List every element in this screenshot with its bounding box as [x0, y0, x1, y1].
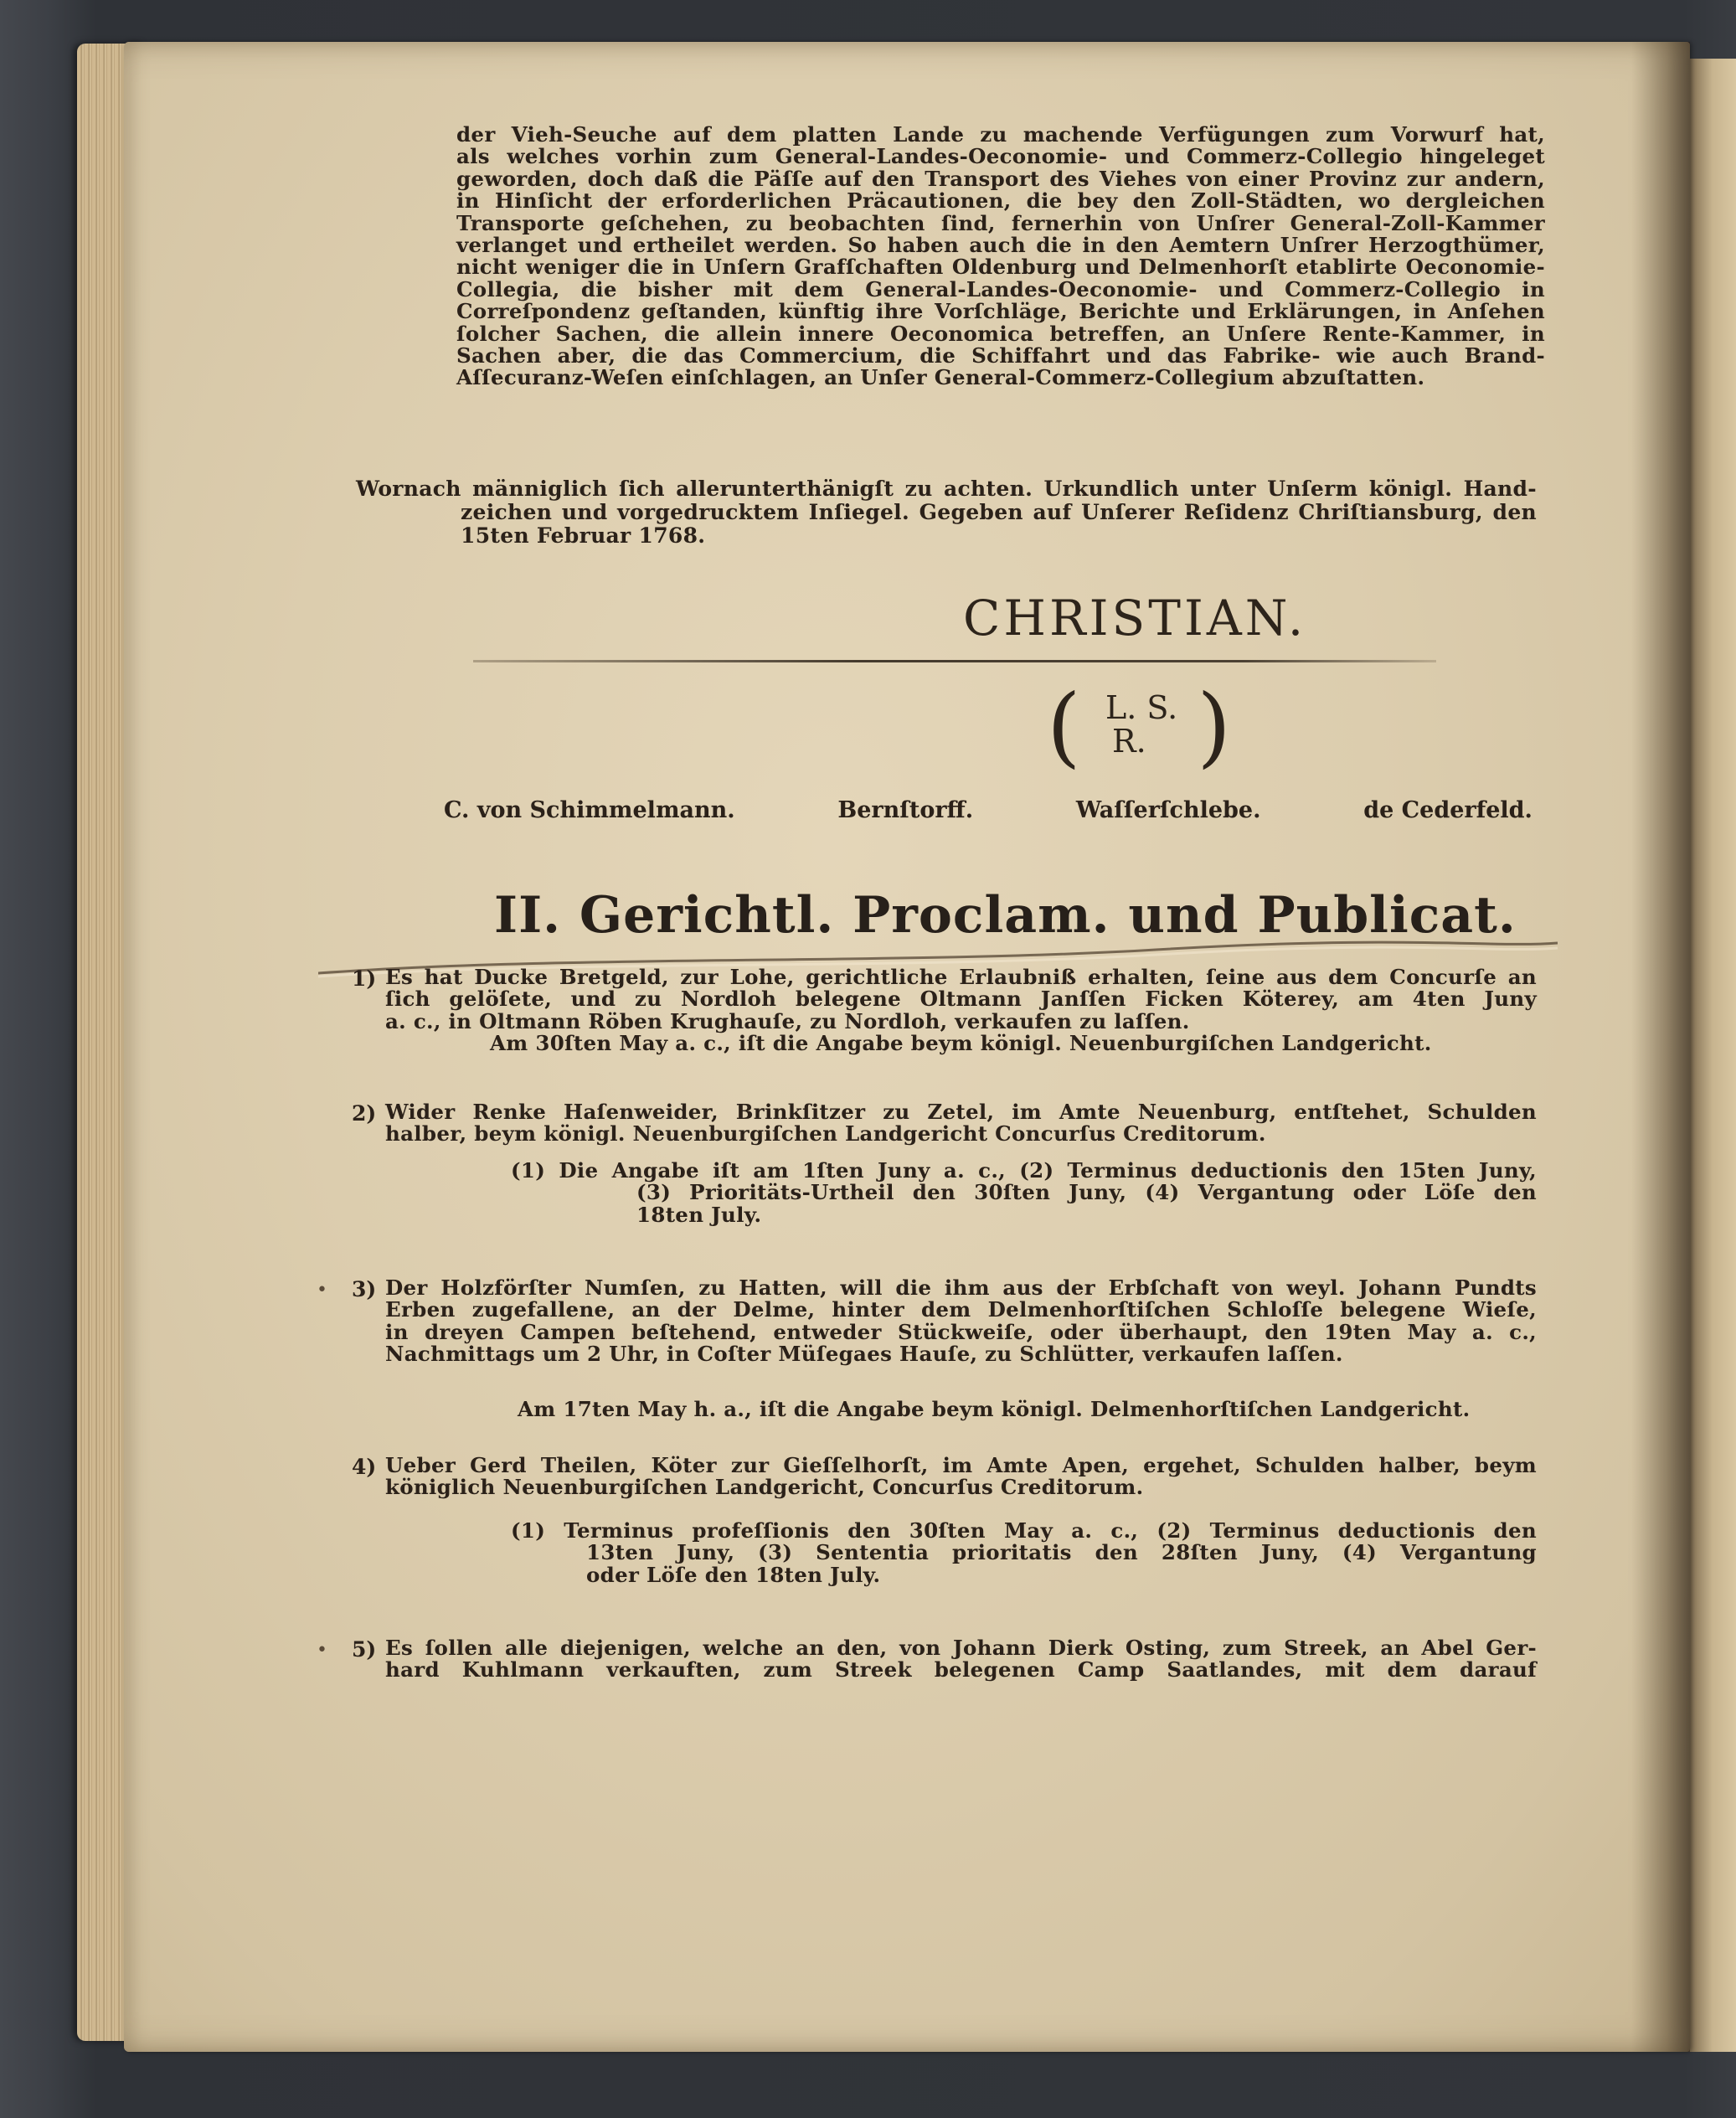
text-line: Am 17ten May h. a., iſt die Angabe beym königl. Delmenhorſtiſchen Landgericht. [518, 1397, 1471, 1421]
text-line: Wornach männiglich ſich allerunterthänigſt zu achten. Urkundlich unter Unſerm königl. Hand- [356, 477, 1537, 501]
closing-paragraph [356, 477, 1537, 548]
text-line: (1) Die Angabe iſt am 1ſten Juny a. c., (2) Terminus deductionis den 15ten Juny, [511, 1158, 1537, 1183]
signature-rule [473, 660, 1436, 662]
entry-1-body [385, 966, 1537, 1055]
signer-name: Bernſtorff. [837, 797, 974, 823]
text-line: halber, beym königl. Neuenburgiſchen Landgericht Concurſus Creditorum. [385, 1121, 1266, 1147]
margin-dot: • [317, 1640, 327, 1661]
text-line: Der Holzförſter Numſen, zu Hatten, will die ihm aus der Erbſchaft von weyl. Johann Pundts [385, 1275, 1537, 1300]
entry-2-terms [511, 1160, 1537, 1226]
text-line: königlich Neuenburgiſchen Landgericht, Concurſus Creditorum. [385, 1475, 1144, 1500]
text-line: Am 30ſten May a. c., iſt die Angabe beym königl. Neuenburgiſchen Landgericht. [490, 1031, 1432, 1056]
entry-number: 3) [352, 1277, 377, 1301]
text-line: Aſſecuranz-Weſen einſchlagen, an Unſer General-Commerz-Collegium abzuſtatten. [456, 365, 1425, 390]
entry-number: 2) [352, 1101, 377, 1126]
seal-r: R. [1112, 723, 1146, 760]
signer-name: de Cederfeld. [1363, 797, 1533, 823]
text-line: ſich gelöſete, und zu Nordloh belegene Oltmann Janſſen Ficken Köterey, am 4ten Juny [385, 987, 1537, 1012]
text-line: ſolcher Sachen, die allein innere Oeconomica betreffen, an Unſere Rente-Kammer, in [456, 321, 1545, 346]
entry-2-body [385, 1101, 1537, 1146]
text-line: Ueber Gerd Theilen, Köter zur Gieſſelhorſt, im Amte Apen, ergehet, Schulden halber, beym [385, 1453, 1537, 1477]
entry-3-note [518, 1399, 1522, 1420]
signer-name: C. von Schimmelmann. [444, 797, 735, 823]
text-line: zeichen und vorgedrucktem Inſiegel. Gegeben auf Unſerer Reſidenz Chriſtiansburg, den [461, 500, 1537, 524]
text-line: 18ten July. [636, 1202, 762, 1227]
text-line: Correſpondenz geſtanden, künftig ihre Vorſchläge, Berichte und Erklärungen, in Anſehen [456, 299, 1545, 324]
text-line: (3) Prioritäts-Urtheil den 30ſten Juny, (4) Vergantung oder Löſe den [636, 1180, 1537, 1205]
text-line: in dreyen Campen beſtehend, entweder Stückweiſe, oder überhaupt, den 19ten May a. c., [385, 1319, 1537, 1344]
text-line: Transporte geſchehen, zu beobachten ſind, fernerhin von Unſrer General-Zoll-Kammer [456, 210, 1545, 235]
text-line: in Hinſicht der erforderlichen Präcautionen, die bey den Zoll-Städten, wo dergleichen [456, 188, 1545, 214]
seal-mark [1047, 675, 1231, 777]
entry-number: 4) [352, 1455, 377, 1479]
text-line: nicht weniger die in Unſern Grafſchaften Oldenburg und Delmenhorſt etablirte Oeconomie- [456, 255, 1545, 280]
body-paragraph-top [456, 124, 1545, 389]
text-line: a. c., in Oltmann Röben Krughauſe, zu Nordloh, verkaufen zu laſſen. [385, 1008, 1190, 1033]
seal-paren-left: ( [1047, 675, 1081, 777]
text-line: Es hat Ducke Bretgeld, zur Lohe, gerichtliche Erlaubniß erhalten, ſeine aus dem Concurſe an [385, 965, 1537, 989]
countersignatures [444, 797, 1533, 823]
seal-paren-right: ) [1197, 675, 1231, 777]
text-line: verlanget und ertheilet werden. So haben auch die in den Aemtern Unſrer Herzogthümer, [456, 233, 1545, 258]
text-line: (1) Terminus profeſſionis den 30ſten May a. c., (2) Terminus deductionis den [511, 1518, 1537, 1543]
entry-3-body [385, 1277, 1537, 1366]
text-line: Es ſollen alle diejenigen, welche an den, von Johann Dierk Osting, zum Streek, an Abel Ger- [385, 1636, 1537, 1660]
text-line: als welches vorhin zum General-Landes-Oeconomie- und Commerz-Collegio hingeleget [456, 144, 1545, 169]
text-line: Sachen aber, die das Commercium, die Schiffahrt und das Fabrike- wie auch Brand- [456, 343, 1545, 368]
entry-number: 5) [352, 1637, 377, 1662]
signer-name: Waſſerſchlebe. [1075, 797, 1261, 823]
entry-4-terms [511, 1520, 1537, 1586]
text-line: der Vieh-Seuche auf dem platten Lande zu machende Verfügungen zum Vorwurf hat, [456, 122, 1545, 147]
text-line: hard Kuhlmann verkauften, zum Streek belegenen Camp Saatlandes, mit dem darauf [385, 1657, 1537, 1683]
section-heading: II. Gerichtl. Proclam. und Publicat. [494, 886, 1517, 945]
seal-ls: L. S. [1105, 689, 1178, 726]
text-line: geworden, doch daß die Päſſe auf den Transport des Viehes von einer Provinz zur andern, [456, 166, 1545, 191]
entry-4-body [385, 1455, 1537, 1499]
text-line: 15ten Februar 1768. [461, 523, 706, 548]
text-line: 13ten Juny, (3) Sententia prioritatis den 28ſten Juny, (4) Vergantung [586, 1540, 1537, 1565]
text-line: Erben zugefallene, an der Delme, hinter dem Delmenhorſtiſchen Schloſſe belegene Wieſe, [385, 1297, 1537, 1322]
text-line: Collegia, die bisher mit dem General-Landes-Oeconomie- und Commerz-Collegio in [456, 276, 1545, 301]
binding-gutter-shadow [1631, 42, 1690, 2052]
royal-signature: CHRISTIAN. [963, 590, 1307, 647]
entry-5-body [385, 1637, 1537, 1682]
text-line: Wider Renke Haſenweider, Brinkſitzer zu Zetel, im Amte Neuenburg, entſtehet, Schulden [385, 1100, 1537, 1124]
text-line: oder Löſe den 18ten July. [586, 1562, 881, 1587]
text-line: Nachmittags um 2 Uhr, in Coſter Müſegaes Hauſe, zu Schlütter, verkaufen laſſen. [385, 1342, 1343, 1367]
margin-dot: • [317, 1280, 327, 1301]
entry-number: 1) [352, 966, 377, 991]
